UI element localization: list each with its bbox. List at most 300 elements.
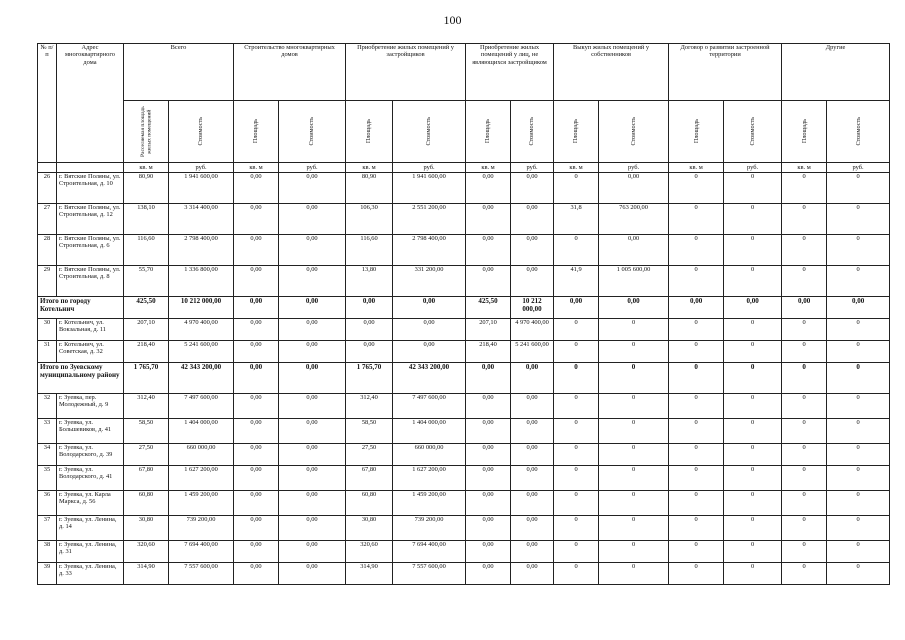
address-cell: г. Котельнич, ул. Советская, д. 32 — [57, 341, 124, 363]
header-buyout: Выкуп жилых помещений у собственников — [554, 44, 669, 101]
unit-cell: руб. — [724, 163, 782, 173]
header-purchase-non-developers: Приобретение жилых помещений у лиц, не являющихся застройщиком — [466, 44, 554, 101]
area-cell: 0,00 — [346, 319, 393, 341]
subheader-cost: Стоимость — [393, 101, 466, 163]
area-cell: 0,00 — [234, 563, 279, 585]
area-cell: 30,80 — [346, 516, 393, 541]
table-row — [38, 394, 890, 419]
area-cell: 0 — [669, 235, 724, 266]
page-number: 100 — [443, 13, 462, 27]
area-cell: 425,50 — [466, 297, 511, 319]
area-cell: 0 — [554, 563, 599, 585]
cost-cell: 1 627 200,00 — [393, 466, 466, 491]
cost-cell: 0,00 — [724, 297, 782, 319]
cost-cell: 4 970 400,00 — [511, 319, 554, 341]
area-cell: 0 — [669, 419, 724, 444]
header-development-contract: Договор о развитии застроенной территории — [669, 44, 782, 101]
cost-cell: 0 — [827, 541, 890, 563]
area-cell: 0 — [782, 419, 827, 444]
area-cell: 60,80 — [346, 491, 393, 516]
row-number: 28 — [38, 235, 57, 266]
area-cell: 0,00 — [234, 297, 279, 319]
row-number: 33 — [38, 419, 57, 444]
area-cell: 0,00 — [466, 266, 511, 297]
cost-cell: 0 — [724, 444, 782, 466]
table-row — [38, 204, 890, 235]
area-cell: 320,60 — [346, 541, 393, 563]
cost-cell: 1 404 000,00 — [393, 419, 466, 444]
cost-cell: 0,00 — [393, 319, 466, 341]
area-cell: 314,90 — [124, 563, 169, 585]
unit-cell: кв. м — [234, 163, 279, 173]
cost-cell: 0 — [827, 363, 890, 394]
unit-cell: руб. — [279, 163, 346, 173]
area-cell: 67,80 — [124, 466, 169, 491]
address-cell: г. Зуевка, ул. Ленина, д. 14 — [57, 516, 124, 541]
cost-cell: 0 — [827, 235, 890, 266]
cost-cell: 0 — [724, 516, 782, 541]
cost-cell: 660 000,00 — [393, 444, 466, 466]
table-body — [38, 173, 890, 585]
area-cell: 0 — [669, 394, 724, 419]
address-cell: г. Зуевка, ул. Володарского, д. 39 — [57, 444, 124, 466]
area-cell: 0,00 — [234, 319, 279, 341]
table-row — [38, 341, 890, 363]
cost-cell: 0,00 — [511, 491, 554, 516]
cost-cell: 0 — [724, 266, 782, 297]
cost-cell: 1 005 600,00 — [599, 266, 669, 297]
address-cell: г. Зуевка, ул. Карла Маркса, д. 56 — [57, 491, 124, 516]
cost-cell: 763 200,00 — [599, 204, 669, 235]
cost-cell: 0,00 — [279, 266, 346, 297]
area-cell: 0 — [782, 444, 827, 466]
cost-cell: 0,00 — [393, 297, 466, 319]
cost-cell: 0,00 — [511, 204, 554, 235]
area-cell: 0,00 — [466, 419, 511, 444]
cost-cell: 0,00 — [279, 394, 346, 419]
cost-cell: 10 212 000,00 — [511, 297, 554, 319]
cost-cell: 0 — [724, 319, 782, 341]
area-cell: 0 — [669, 341, 724, 363]
cost-cell: 0 — [599, 516, 669, 541]
area-cell: 58,50 — [346, 419, 393, 444]
area-cell: 0 — [554, 319, 599, 341]
cost-cell: 0,00 — [279, 541, 346, 563]
cost-cell: 739 200,00 — [169, 516, 234, 541]
cost-cell: 0,00 — [279, 491, 346, 516]
cost-cell: 0,00 — [511, 394, 554, 419]
subheader-area: Площадь — [554, 101, 599, 163]
subheader-cost: Стоимость — [279, 101, 346, 163]
resettlement-table — [37, 43, 890, 585]
cost-cell: 5 241 600,00 — [169, 341, 234, 363]
units-row — [38, 163, 890, 173]
subheader-area: Площадь — [234, 101, 279, 163]
cost-cell: 0,00 — [279, 419, 346, 444]
unit-cell-empty — [38, 163, 57, 173]
area-cell: 0,00 — [234, 363, 279, 394]
area-cell: 31,8 — [554, 204, 599, 235]
area-cell: 0 — [669, 173, 724, 204]
cost-cell: 0 — [827, 516, 890, 541]
subtotal-label: Итого по городу Котельнич — [38, 297, 124, 319]
cost-cell: 660 000,00 — [169, 444, 234, 466]
area-cell: 0 — [782, 341, 827, 363]
area-cell: 0,00 — [346, 297, 393, 319]
area-cell: 0,00 — [466, 541, 511, 563]
cost-cell: 0 — [724, 235, 782, 266]
area-cell: 0 — [669, 541, 724, 563]
area-cell: 320,60 — [124, 541, 169, 563]
area-cell: 80,90 — [346, 173, 393, 204]
cost-cell: 0,00 — [511, 466, 554, 491]
cost-cell: 7 694 400,00 — [169, 541, 234, 563]
area-cell: 0,00 — [234, 516, 279, 541]
area-cell: 0,00 — [554, 297, 599, 319]
area-cell: 138,10 — [124, 204, 169, 235]
address-cell: г. Вятские Поляны, ул. Строительная, д. 6 — [57, 235, 124, 266]
cost-cell: 0 — [724, 394, 782, 419]
area-cell: 0 — [554, 235, 599, 266]
area-cell: 207,10 — [124, 319, 169, 341]
area-cell: 0 — [782, 491, 827, 516]
unit-cell: руб. — [599, 163, 669, 173]
cost-cell: 0,00 — [511, 266, 554, 297]
unit-cell: кв. м — [466, 163, 511, 173]
cost-cell: 0 — [599, 419, 669, 444]
area-cell: 0,00 — [234, 235, 279, 266]
cost-cell: 0 — [827, 266, 890, 297]
cost-cell: 0 — [827, 394, 890, 419]
area-cell: 425,50 — [124, 297, 169, 319]
area-cell: 67,80 — [346, 466, 393, 491]
cost-cell: 0 — [599, 341, 669, 363]
unit-cell: кв. м — [669, 163, 724, 173]
table-row — [38, 444, 890, 466]
row-number: 26 — [38, 173, 57, 204]
area-cell: 0,00 — [466, 363, 511, 394]
area-cell: 0,00 — [234, 204, 279, 235]
unit-cell: руб. — [827, 163, 890, 173]
area-cell: 0 — [782, 204, 827, 235]
cost-cell: 1 336 800,00 — [169, 266, 234, 297]
area-cell: 116,60 — [346, 235, 393, 266]
subtotal-row — [38, 297, 890, 319]
area-cell: 0 — [554, 394, 599, 419]
cost-cell: 0,00 — [511, 235, 554, 266]
row-number: 39 — [38, 563, 57, 585]
subtotal-row — [38, 363, 890, 394]
area-cell: 0 — [669, 204, 724, 235]
subheader-cost: Стоимость — [827, 101, 890, 163]
address-cell: г. Зуевка, ул. Ленина, д. 33 — [57, 563, 124, 585]
area-cell: 0,00 — [466, 563, 511, 585]
area-cell: 60,80 — [124, 491, 169, 516]
area-cell: 312,40 — [124, 394, 169, 419]
area-cell: 0,00 — [234, 541, 279, 563]
cost-cell: 0 — [827, 173, 890, 204]
subheader-cost: Стоимость — [511, 101, 554, 163]
header-sub-row — [38, 101, 890, 163]
address-cell: г. Зуевка, ул. Володарского, д. 41 — [57, 466, 124, 491]
cost-cell: 0 — [827, 419, 890, 444]
area-cell: 0,00 — [466, 204, 511, 235]
unit-cell: кв. м — [346, 163, 393, 173]
subheader-area: Площадь — [669, 101, 724, 163]
table-row — [38, 516, 890, 541]
cost-cell: 0 — [599, 466, 669, 491]
cost-cell: 0,00 — [279, 516, 346, 541]
area-cell: 0,00 — [234, 394, 279, 419]
cost-cell: 0 — [599, 319, 669, 341]
area-cell: 0 — [782, 363, 827, 394]
unit-cell-empty — [57, 163, 124, 173]
area-cell: 0 — [782, 319, 827, 341]
header-group-row — [38, 44, 890, 101]
cost-cell: 0 — [724, 204, 782, 235]
cost-cell: 0 — [724, 363, 782, 394]
cost-cell: 0,00 — [279, 173, 346, 204]
cost-cell: 0 — [599, 563, 669, 585]
cost-cell: 0 — [599, 444, 669, 466]
area-cell: 1 765,70 — [124, 363, 169, 394]
cost-cell: 7 497 600,00 — [393, 394, 466, 419]
cost-cell: 2 551 200,00 — [393, 204, 466, 235]
cost-cell: 0 — [827, 563, 890, 585]
area-cell: 0 — [669, 319, 724, 341]
cost-cell: 0 — [827, 204, 890, 235]
area-cell: 0 — [782, 235, 827, 266]
header-other: Другие — [782, 44, 890, 101]
cost-cell: 4 970 400,00 — [169, 319, 234, 341]
unit-cell: руб. — [511, 163, 554, 173]
area-cell: 0 — [669, 516, 724, 541]
cost-cell: 0,00 — [599, 173, 669, 204]
cost-cell: 42 343 200,00 — [169, 363, 234, 394]
row-number: 37 — [38, 516, 57, 541]
cost-cell: 2 798 400,00 — [169, 235, 234, 266]
area-cell: 218,40 — [466, 341, 511, 363]
cost-cell: 1 941 600,00 — [169, 173, 234, 204]
cost-cell: 739 200,00 — [393, 516, 466, 541]
cost-cell: 0 — [724, 341, 782, 363]
area-cell: 0 — [669, 363, 724, 394]
cost-cell: 0 — [827, 466, 890, 491]
area-cell: 0,00 — [466, 394, 511, 419]
area-cell: 0,00 — [234, 419, 279, 444]
area-cell: 0 — [782, 541, 827, 563]
unit-cell: руб. — [393, 163, 466, 173]
cost-cell: 0,00 — [511, 173, 554, 204]
table-row — [38, 235, 890, 266]
row-number: 38 — [38, 541, 57, 563]
area-cell: 0,00 — [234, 341, 279, 363]
area-cell: 1 765,70 — [346, 363, 393, 394]
area-cell: 0,00 — [466, 235, 511, 266]
subheader-cost: Стоимость — [599, 101, 669, 163]
area-cell: 80,90 — [124, 173, 169, 204]
area-cell: 0 — [554, 466, 599, 491]
cost-cell: 0 — [599, 541, 669, 563]
subheader-cost: Стоимость — [724, 101, 782, 163]
area-cell: 314,90 — [346, 563, 393, 585]
subheader-area: Площадь — [466, 101, 511, 163]
cost-cell: 0,00 — [511, 516, 554, 541]
table-row — [38, 563, 890, 585]
cost-cell: 7 694 400,00 — [393, 541, 466, 563]
area-cell: 27,50 — [346, 444, 393, 466]
cost-cell: 10 212 000,00 — [169, 297, 234, 319]
area-cell: 0 — [554, 491, 599, 516]
cost-cell: 0,00 — [599, 235, 669, 266]
cost-cell: 0,00 — [511, 563, 554, 585]
cost-cell: 0,00 — [279, 297, 346, 319]
area-cell: 0,00 — [466, 466, 511, 491]
subheader-area: Площадь — [782, 101, 827, 163]
row-number: 30 — [38, 319, 57, 341]
header-purchase-developers: Приобретение жилых помещений у застройщиков — [346, 44, 466, 101]
unit-cell: кв. м — [554, 163, 599, 173]
area-cell: 0,00 — [466, 173, 511, 204]
cost-cell: 0 — [827, 444, 890, 466]
area-cell: 0 — [669, 466, 724, 491]
area-cell: 0,00 — [782, 297, 827, 319]
cost-cell: 0,00 — [279, 204, 346, 235]
cost-cell: 0,00 — [279, 319, 346, 341]
area-cell: 27,50 — [124, 444, 169, 466]
address-cell: г. Вятские Поляны, ул. Строительная, д. 8 — [57, 266, 124, 297]
cost-cell: 3 314 400,00 — [169, 204, 234, 235]
table-row — [38, 173, 890, 204]
area-cell: 0 — [782, 563, 827, 585]
cost-cell: 0,00 — [511, 444, 554, 466]
area-cell: 0 — [669, 491, 724, 516]
cost-cell: 1 404 000,00 — [169, 419, 234, 444]
table-row — [38, 491, 890, 516]
cost-cell: 1 941 600,00 — [393, 173, 466, 204]
row-number: 27 — [38, 204, 57, 235]
row-number: 34 — [38, 444, 57, 466]
address-cell: г. Вятские Поляны, ул. Строительная, д. 12 — [57, 204, 124, 235]
area-cell: 106,30 — [346, 204, 393, 235]
table-row — [38, 266, 890, 297]
cost-cell: 0,00 — [599, 297, 669, 319]
table-row — [38, 319, 890, 341]
address-cell: г. Котельнич, ул. Вокзальная, д. 11 — [57, 319, 124, 341]
area-cell: 0 — [669, 563, 724, 585]
area-cell: 0,00 — [234, 266, 279, 297]
area-cell: 0 — [782, 466, 827, 491]
area-cell: 30,80 — [124, 516, 169, 541]
subheader-area: Площадь — [346, 101, 393, 163]
area-cell: 13,80 — [346, 266, 393, 297]
cost-cell: 0 — [599, 394, 669, 419]
address-cell: г. Зуевка, пер. Молодежный, д. 9 — [57, 394, 124, 419]
area-cell: 0,00 — [234, 444, 279, 466]
area-cell: 0 — [554, 173, 599, 204]
area-cell: 218,40 — [124, 341, 169, 363]
cost-cell: 331 200,00 — [393, 266, 466, 297]
cost-cell: 0,00 — [511, 419, 554, 444]
area-cell: 0 — [782, 394, 827, 419]
cost-cell: 7 497 600,00 — [169, 394, 234, 419]
cost-cell: 7 557 600,00 — [169, 563, 234, 585]
area-cell: 58,50 — [124, 419, 169, 444]
header-total: Всего — [124, 44, 234, 101]
cost-cell: 0,00 — [827, 297, 890, 319]
header-num: № п/п — [38, 44, 57, 163]
area-cell: 0 — [554, 516, 599, 541]
area-cell: 0,00 — [466, 444, 511, 466]
cost-cell: 0 — [599, 363, 669, 394]
area-cell: 312,40 — [346, 394, 393, 419]
table-row — [38, 541, 890, 563]
subheader-resettled-area: Расселяемая площадь жилых помещений — [124, 101, 169, 163]
area-cell: 0 — [782, 266, 827, 297]
cost-cell: 42 343 200,00 — [393, 363, 466, 394]
subheader-cost: Стоимость — [169, 101, 234, 163]
area-cell: 0 — [554, 363, 599, 394]
area-cell: 207,10 — [466, 319, 511, 341]
area-cell: 0 — [782, 516, 827, 541]
row-number: 36 — [38, 491, 57, 516]
cost-cell: 0 — [724, 563, 782, 585]
area-cell: 116,60 — [124, 235, 169, 266]
unit-cell: руб. — [169, 163, 234, 173]
cost-cell: 0 — [724, 491, 782, 516]
area-cell: 0 — [669, 444, 724, 466]
cost-cell: 5 241 600,00 — [511, 341, 554, 363]
cost-cell: 0,00 — [279, 444, 346, 466]
area-cell: 0,00 — [466, 516, 511, 541]
cost-cell: 1 459 200,00 — [393, 491, 466, 516]
header-construction: Строительство многоквартирных домов — [234, 44, 346, 101]
area-cell: 0 — [554, 341, 599, 363]
area-cell: 41,9 — [554, 266, 599, 297]
cost-cell: 0 — [724, 541, 782, 563]
cost-cell: 0 — [827, 491, 890, 516]
cost-cell: 0,00 — [393, 341, 466, 363]
cost-cell: 7 557 600,00 — [393, 563, 466, 585]
subtotal-label: Итого по Зуевскому муниципальному району — [38, 363, 124, 394]
cost-cell: 0 — [724, 419, 782, 444]
address-cell: г. Вятские Поляны, ул. Строительная, д. 10 — [57, 173, 124, 204]
cost-cell: 2 798 400,00 — [393, 235, 466, 266]
cost-cell: 0,00 — [511, 363, 554, 394]
area-cell: 55,70 — [124, 266, 169, 297]
address-cell: г. Зуевка, ул. Большевиков, д. 41 — [57, 419, 124, 444]
cost-cell: 0 — [827, 319, 890, 341]
header-address: Адрес многоквартирного дома — [57, 44, 124, 163]
cost-cell: 0 — [827, 341, 890, 363]
address-cell: г. Зуевка, ул. Ленина, д. 31 — [57, 541, 124, 563]
cost-cell: 0,00 — [279, 363, 346, 394]
row-number: 32 — [38, 394, 57, 419]
cost-cell: 0,00 — [279, 341, 346, 363]
cost-cell: 1 627 200,00 — [169, 466, 234, 491]
row-number: 31 — [38, 341, 57, 363]
cost-cell: 0,00 — [279, 466, 346, 491]
area-cell: 0 — [669, 266, 724, 297]
area-cell: 0,00 — [346, 341, 393, 363]
table-row — [38, 466, 890, 491]
area-cell: 0,00 — [466, 491, 511, 516]
area-cell: 0,00 — [234, 466, 279, 491]
cost-cell: 0,00 — [279, 563, 346, 585]
cost-cell: 1 459 200,00 — [169, 491, 234, 516]
area-cell: 0 — [554, 419, 599, 444]
area-cell: 0,00 — [234, 491, 279, 516]
